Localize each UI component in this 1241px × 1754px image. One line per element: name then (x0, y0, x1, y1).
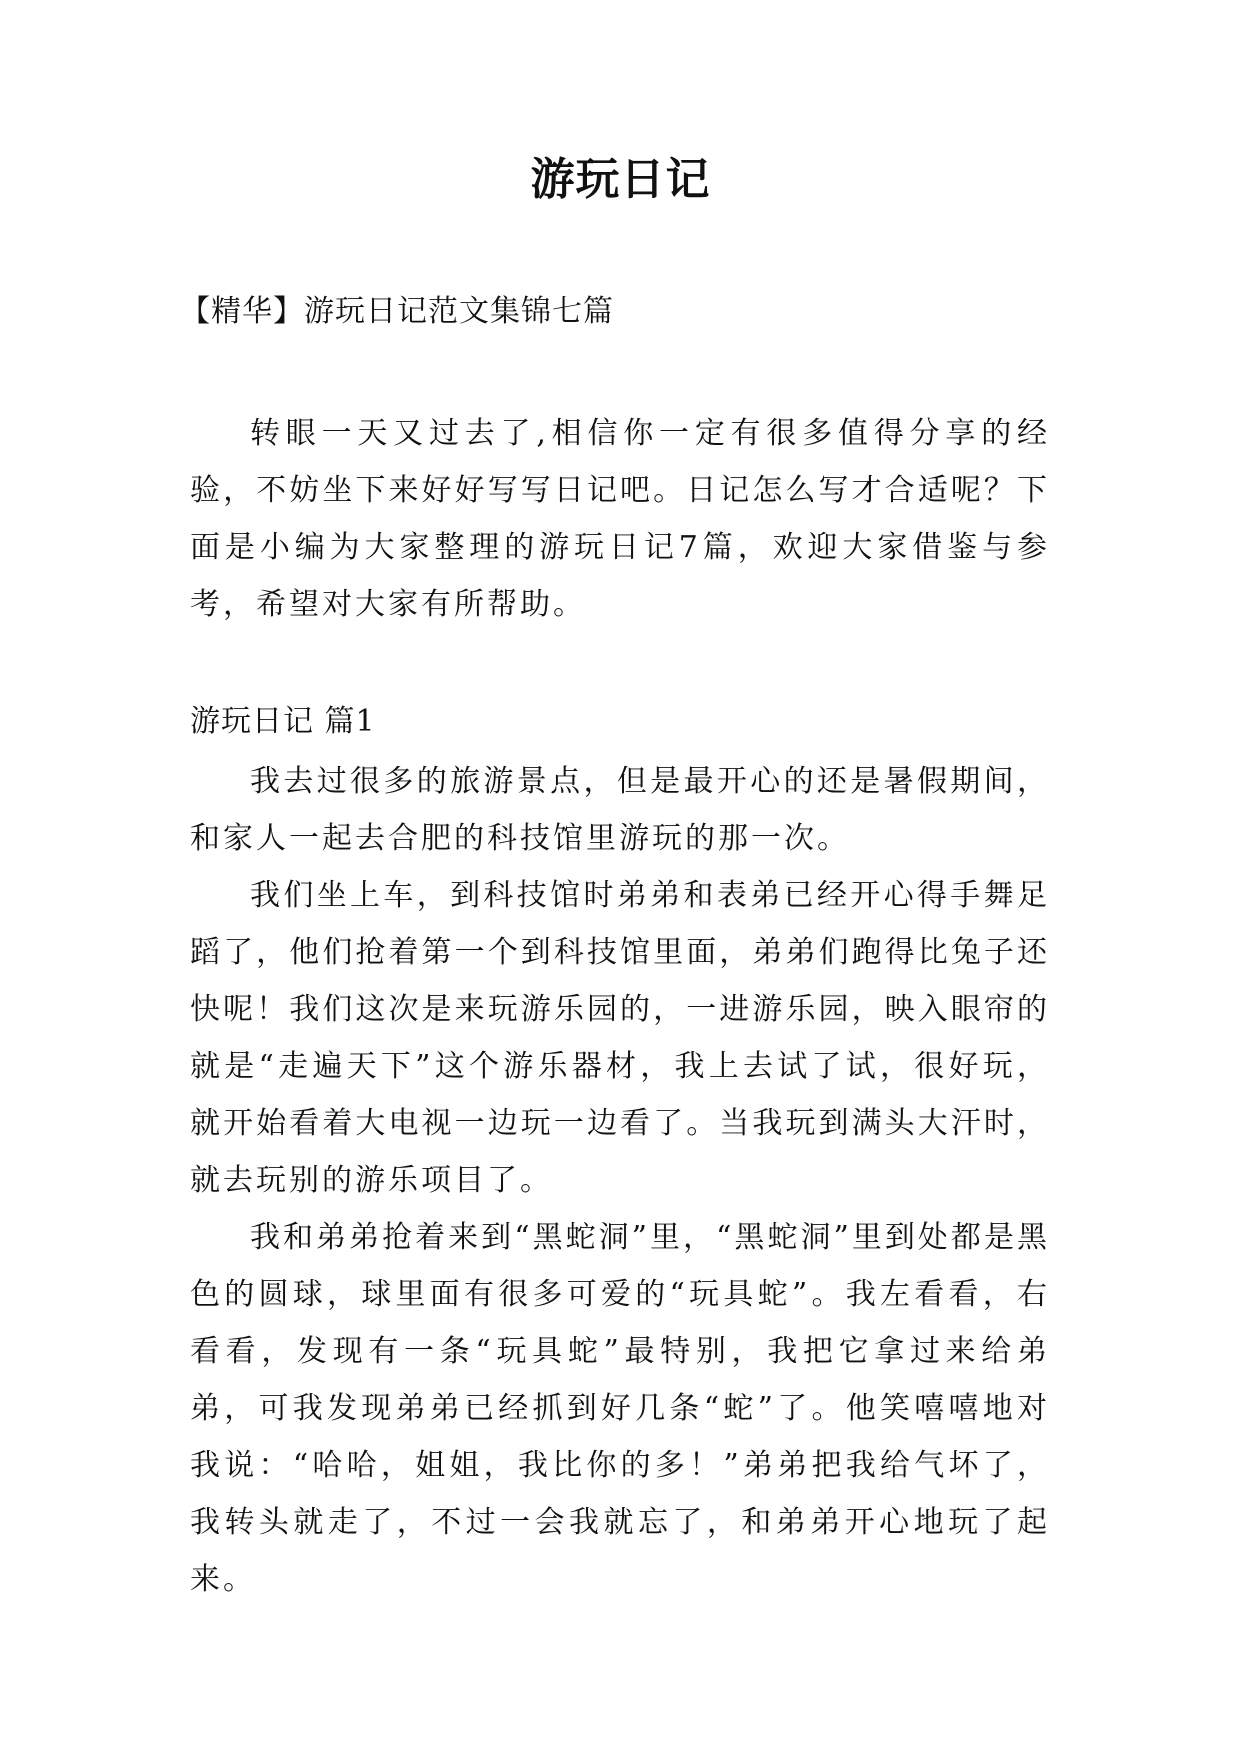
document-subtitle: 【精华】游玩日记范文集锦七篇 (180, 294, 614, 329)
body-paragraph-1: 我去过很多的旅游景点，但是最开心的还是暑假期间，和家人一起去合肥的科技馆里游玩的那一次。 (190, 764, 1050, 856)
story-body (190, 753, 1050, 1608)
body-paragraph-3: 我和弟弟抢着来到“黑蛇洞”里，“黑蛇洞”里到处都是黑色的圆球，球里面有很多可爱的“玩具蛇”。我左看看，右看看，发现有一条“玩具蛇”最特别，我把它拿过来给弟弟，可我发现弟弟已经抓到好几条“蛇”了。他笑嘻嘻地对我说：“哈哈，姐姐，我比你的多！”弟弟把我给气坏了，我转头就走了，不过一会我就忘了，和弟弟开心地玩了起来。 (190, 1220, 1050, 1597)
intro-paragraph: 转眼一天又过去了,相信你一定有很多值得分享的经验，不妨坐下来好好写写日记吧。日记怎么写才合适呢？下面是小编为大家整理的游玩日记7篇，欢迎大家借鉴与参考，希望对大家有所帮助。 (190, 416, 1050, 622)
intro-block (190, 405, 1050, 633)
section-heading: 游玩日记 篇1 (190, 704, 376, 739)
body-paragraph-2: 我们坐上车，到科技馆时弟弟和表弟已经开心得手舞足蹈了，他们抢着第一个到科技馆里面，弟弟们跑得比兔子还快呢！我们这次是来玩游乐园的，一进游乐园，映入眼帘的就是“走遍天下”这个游乐器材，我上去试了试，很好玩，就开始看着大电视一边玩一边看了。当我玩到满头大汗时，就去玩别的游乐项目了。 (190, 878, 1050, 1198)
document-title: 游玩日记 (530, 154, 711, 205)
